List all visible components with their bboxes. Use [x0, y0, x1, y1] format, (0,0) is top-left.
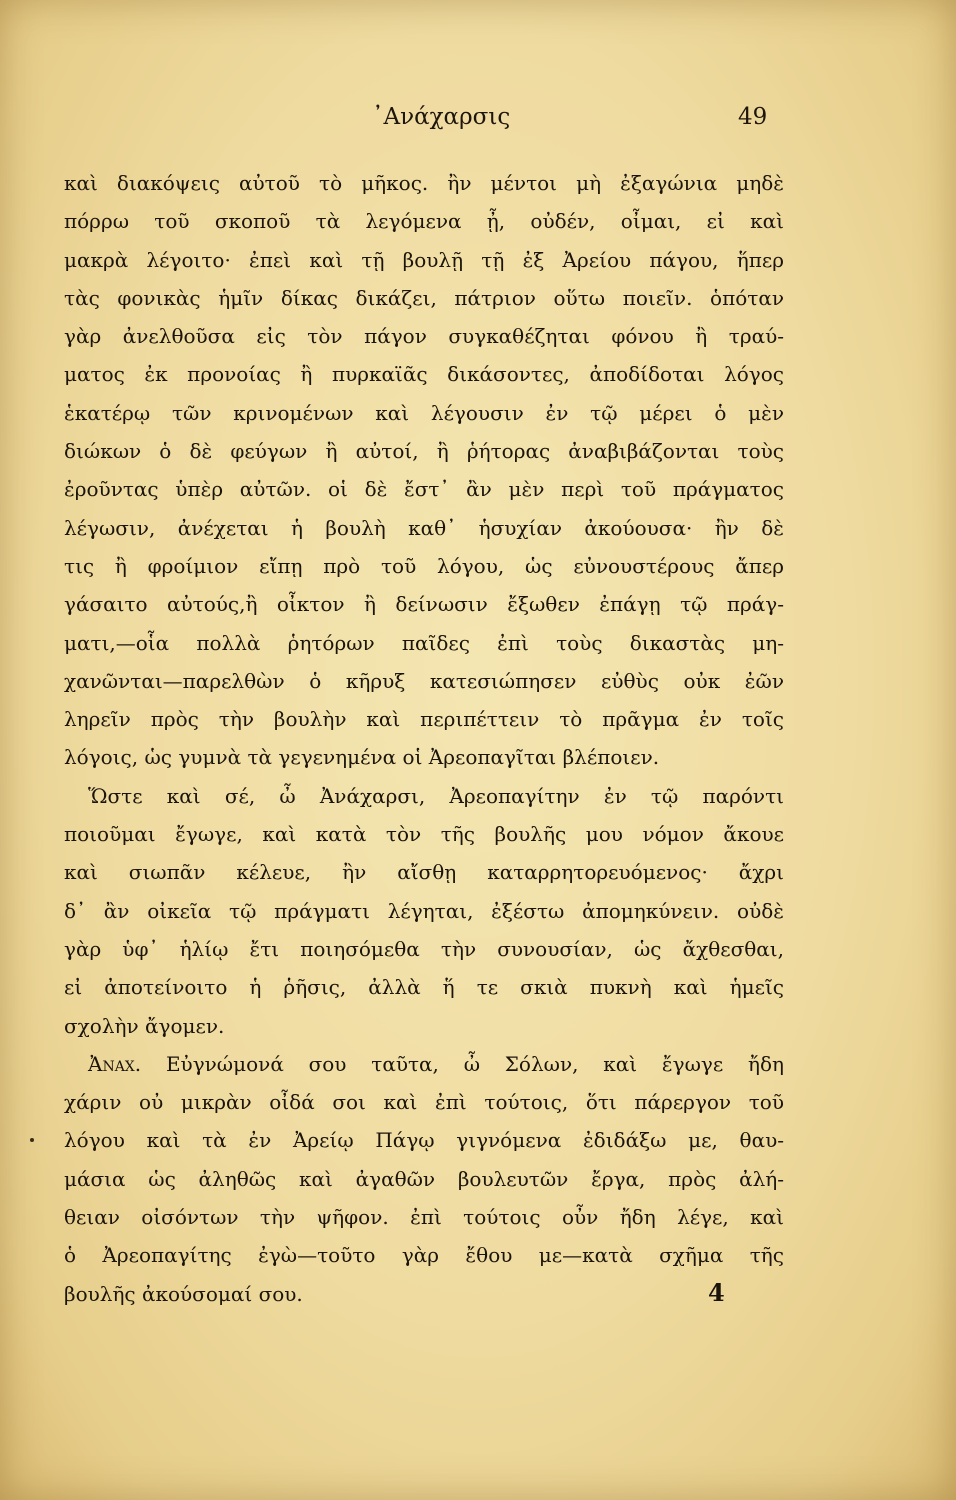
text-line: λόγου καὶ τὰ ἐν Ἀρείῳ Πάγῳ γιγνόμενα ἐδιδάξω με, θαυ-	[64, 1128, 784, 1153]
text-line: μακρὰ λέγοιτο· ἐπεὶ καὶ τῇ βουλῇ τῇ ἐξ Ἀρείου πάγου, ἥπερ	[64, 247, 784, 272]
text-line: καὶ σιωπᾶν κέλευε, ἢν αἴσθῃ καταρρητορευόμενος· ἄχρι	[64, 860, 784, 885]
text-line: ματος ἐκ προνοίας ἢ πυρκαϊᾶς δικάσοντες, ἀποδίδοται λόγος	[64, 362, 784, 387]
text-line: δ᾽ ἂν οἰκεῖα τῷ πράγματι λέγηται, ἐξέστω ἀπομηκύνειν. οὐδὲ	[64, 898, 784, 923]
text-line: γὰρ ὑφ᾽ ἡλίῳ ἔτι ποιησόμεθα τὴν συνουσίαν, ὡς ἄχθεσθαι,	[64, 936, 784, 961]
text-line: ἑκατέρῳ τῶν κρινομένων καὶ λέγουσιν ἐν τῷ μέρει ὁ μὲν	[64, 400, 784, 425]
text-line: γάσαιτο αὐτούς,ἢ οἶκτον ἢ δείνωσιν ἔξωθεν ἐπάγῃ τῷ πράγ-	[64, 592, 784, 617]
text-block	[64, 164, 784, 1313]
text-line: πόρρω τοῦ σκοποῦ τὰ λεγόμενα ᾖ, οὐδέν, οἶμαι, εἰ καὶ	[64, 209, 784, 234]
text-line: Ὥστε καὶ σέ, ὦ Ἀνάχαρσι, Ἀρεοπαγίτην ἐν τῷ παρόντι	[88, 783, 784, 808]
dialogue-line	[64, 1045, 784, 1083]
text-line: γὰρ ἀνελθοῦσα εἰς τὸν πάγον συγκαθέζηται φόνου ἢ τραύ-	[64, 324, 784, 349]
text-line: ὁ Ἀρεοπαγίτης ἐγὼ—τοῦτο γὰρ ἔθου με—κατὰ σχῆμα τῆς	[64, 1243, 784, 1268]
text-line: λέγωσιν, ἀνέχεται ἡ βουλὴ καθ᾽ ἡσυχίαν ἀκούουσα· ἢν δὲ	[64, 515, 784, 540]
page-number: 49	[738, 104, 768, 130]
text-line: ματι,—οἷα πολλὰ ῥητόρων παῖδες ἐπὶ τοὺς δικαστὰς μη-	[64, 630, 784, 655]
signature-mark: 4	[708, 1278, 725, 1307]
text-line: τὰς φονικὰς ἡμῖν δίκας δικάζει, πάτριον οὕτω ποιεῖν. ὁπόταν	[64, 285, 784, 310]
running-title: ᾿Ανάχαρσις	[372, 104, 511, 130]
text-line: ἐροῦντας ὑπὲρ αὐτῶν. οἱ δὲ ἔστ᾽ ἂν μὲν περὶ τοῦ πράγματος	[64, 477, 784, 502]
text-line: τις ἢ φροίμιον εἴπῃ πρὸ τοῦ λόγου, ὡς εὐνουστέρους ἄπερ	[64, 553, 784, 578]
text-line: χάριν οὐ μικρὰν οἶδά σοι καὶ ἐπὶ τούτοις, ὅτι πάρεργον τοῦ	[64, 1090, 784, 1115]
text-line: μάσια ὡς ἀληθῶς καὶ ἀγαθῶν βουλευτῶν ἔργα, πρὸς ἀλή-	[64, 1166, 784, 1191]
text-line: χανῶνται—παρελθὼν ὁ κῆρυξ κατεσιώπησεν εὐθὺς οὐκ ἐῶν	[64, 668, 784, 693]
text-line: θειαν οἰσόντων τὴν ψῆφον. ἐπὶ τούτοις οὖν ἤδη λέγε, καὶ	[64, 1205, 784, 1230]
dialogue-text: Εὐγνώμονά σου ταῦτα, ὦ Σόλων, καὶ ἔγωγε ἤδη	[165, 1051, 784, 1076]
running-head	[0, 104, 956, 140]
text-line: καὶ διακόψεις αὐτοῦ τὸ μῆκος. ἢν μέντοι μὴ ἐξαγώνια μηδὲ	[64, 171, 784, 195]
text-line: ποιοῦμαι ἔγωγε, καὶ κατὰ τὸν τῆς βουλῆς μου νόμον ἄκουε	[64, 822, 784, 847]
speaker-name: Ἀναχ.	[88, 1051, 142, 1076]
text-line: λόγοις, ὡς γυμνὰ τὰ γεγενημένα οἱ Ἀρεοπαγῖται βλέποιεν.	[64, 745, 660, 770]
margin-mark	[30, 1138, 34, 1142]
text-line: εἰ ἀποτείνοιτο ἡ ῥῆσις, ἀλλὰ ἥ τε σκιὰ πυκνὴ καὶ ἡμεῖς	[64, 975, 784, 1000]
text-line: βουλῆς ἀκούσομαί σου.	[64, 1281, 303, 1306]
text-line: σχολὴν ἄγομεν.	[64, 1013, 225, 1038]
text-line: διώκων ὁ δὲ φεύγων ἢ αὐτοί, ἢ ῥήτορας ἀναβιβάζονται τοὺς	[64, 439, 784, 464]
text-line: ληρεῖν πρὸς τὴν βουλὴν καὶ περιπέττειν τὸ πρᾶγμα ἐν τοῖς	[64, 707, 784, 732]
